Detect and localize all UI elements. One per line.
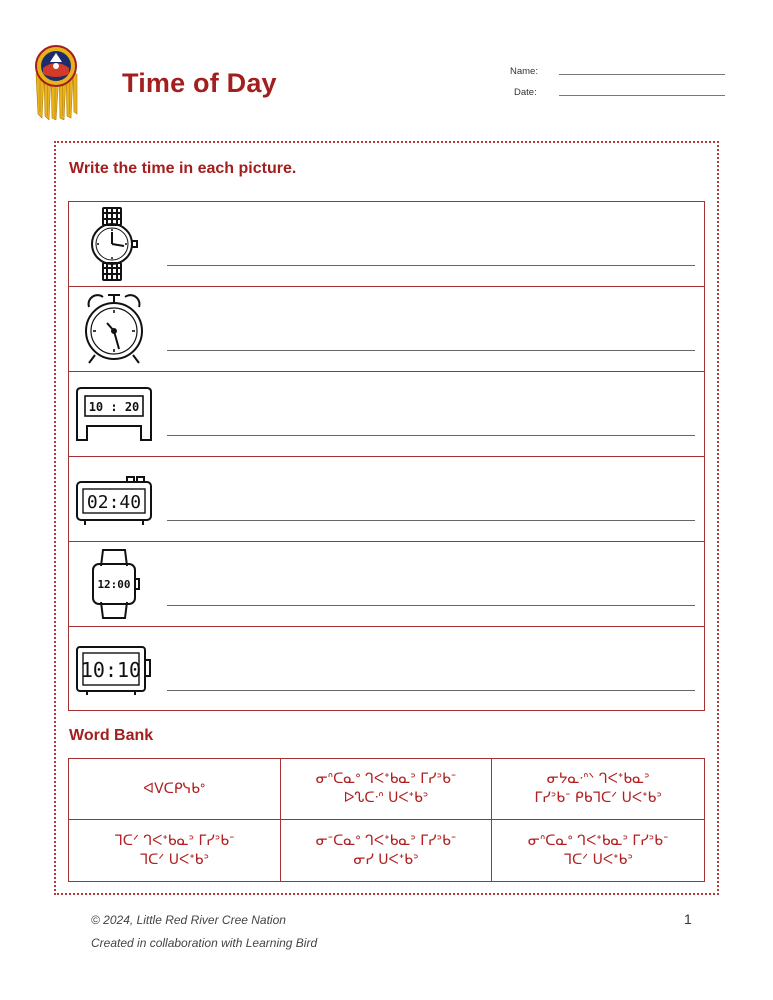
word-bank-text: ᐊᐯᑕᑭᓭᑲᐤ (143, 780, 206, 797)
word-bank-table (68, 758, 705, 882)
word-bank-text: ᓂᐢᑕᓇᐤ ᒉᐸᕀᑲᓇᐣ ᒥᓯᐣᑲᐨ (315, 771, 457, 788)
name-label: Name: (510, 66, 538, 77)
word-bank-text: ᒣᑕᐟ ᑌᐸᕀᑲᐣ (139, 851, 209, 868)
answer-row (69, 627, 704, 712)
answer-line[interactable] (167, 520, 695, 521)
page-title: Time of Day (122, 68, 277, 98)
answer-row (69, 287, 704, 372)
word-bank-cell (492, 820, 704, 881)
word-bank-text: ᐅᔐᑕᐧᐢ ᑌᐸᕀᑲᐣ (343, 790, 429, 806)
word-bank-text: ᓂᐨᑕᓇᐤ ᒉᐸᕀᑲᓇᐣ ᒥᓯᐣᑲᐨ (315, 832, 457, 849)
date-field[interactable] (559, 95, 725, 96)
word-bank-text: ᒣᑕᐟ ᒉᐸᕀᑲᓇᐣ ᒥᓯᐣᑲᐨ (114, 832, 235, 849)
clock-display-text: 12:00 (97, 578, 131, 591)
word-bank-text: ᒥᓯᐣᑲᐨ ᑭᑲᒣᑕᐟ ᑌᐸᕀᑲᐣ (534, 790, 662, 806)
clock-display-text: 10 : 20 (88, 400, 140, 414)
date-label: Date: (514, 87, 537, 98)
answer-row (69, 542, 704, 627)
digital-alarm-clock-icon (75, 461, 153, 537)
clock-display-text: 10:10 (80, 658, 142, 682)
footer-collaboration: Created in collaboration with Learning Bird (91, 936, 318, 950)
digital-desk-clock-icon (75, 376, 153, 452)
word-bank-heading: Word Bank (69, 727, 154, 744)
word-bank-cell (281, 820, 493, 881)
word-bank-text: ᒣᑕᐟ ᑌᐸᕀᑲᐣ (563, 851, 633, 868)
answer-line[interactable] (167, 605, 695, 606)
answer-row (69, 372, 704, 457)
answer-line[interactable] (167, 350, 695, 351)
digital-clock-icon (75, 631, 153, 707)
answer-row (69, 202, 704, 287)
page-number: 1 (684, 911, 692, 927)
name-field[interactable] (559, 74, 725, 75)
word-bank-text: ᓂᐢᑕᓇᐤ ᒉᐸᕀᑲᓇᐣ ᒥᓯᐣᑲᐨ (527, 832, 669, 849)
answer-line[interactable] (167, 690, 695, 691)
wristwatch-analog-icon (75, 206, 153, 282)
answer-line[interactable] (167, 265, 695, 266)
word-bank-text: ᓂᓯ ᑌᐸᕀᑲᐣ (353, 851, 419, 868)
nation-logo-icon (30, 44, 82, 120)
digital-smartwatch-icon (75, 546, 153, 622)
word-bank-cell (492, 759, 704, 820)
word-bank-cell (69, 759, 281, 820)
word-bank-cell (281, 759, 493, 820)
answer-row (69, 457, 704, 542)
answer-line[interactable] (167, 435, 695, 436)
word-bank-text: ᓂᔭᓇᐧᐢᐠ ᒉᐸᕀᑲᓇᐣ (546, 771, 650, 788)
alarm-clock-icon (75, 291, 153, 367)
word-bank-cell (69, 820, 281, 881)
answer-table (68, 201, 705, 711)
clock-display-text: 02:40 (86, 492, 142, 513)
footer-copyright: © 2024, Little Red River Cree Nation (91, 913, 286, 927)
instruction-heading: Write the time in each picture. (69, 160, 297, 177)
